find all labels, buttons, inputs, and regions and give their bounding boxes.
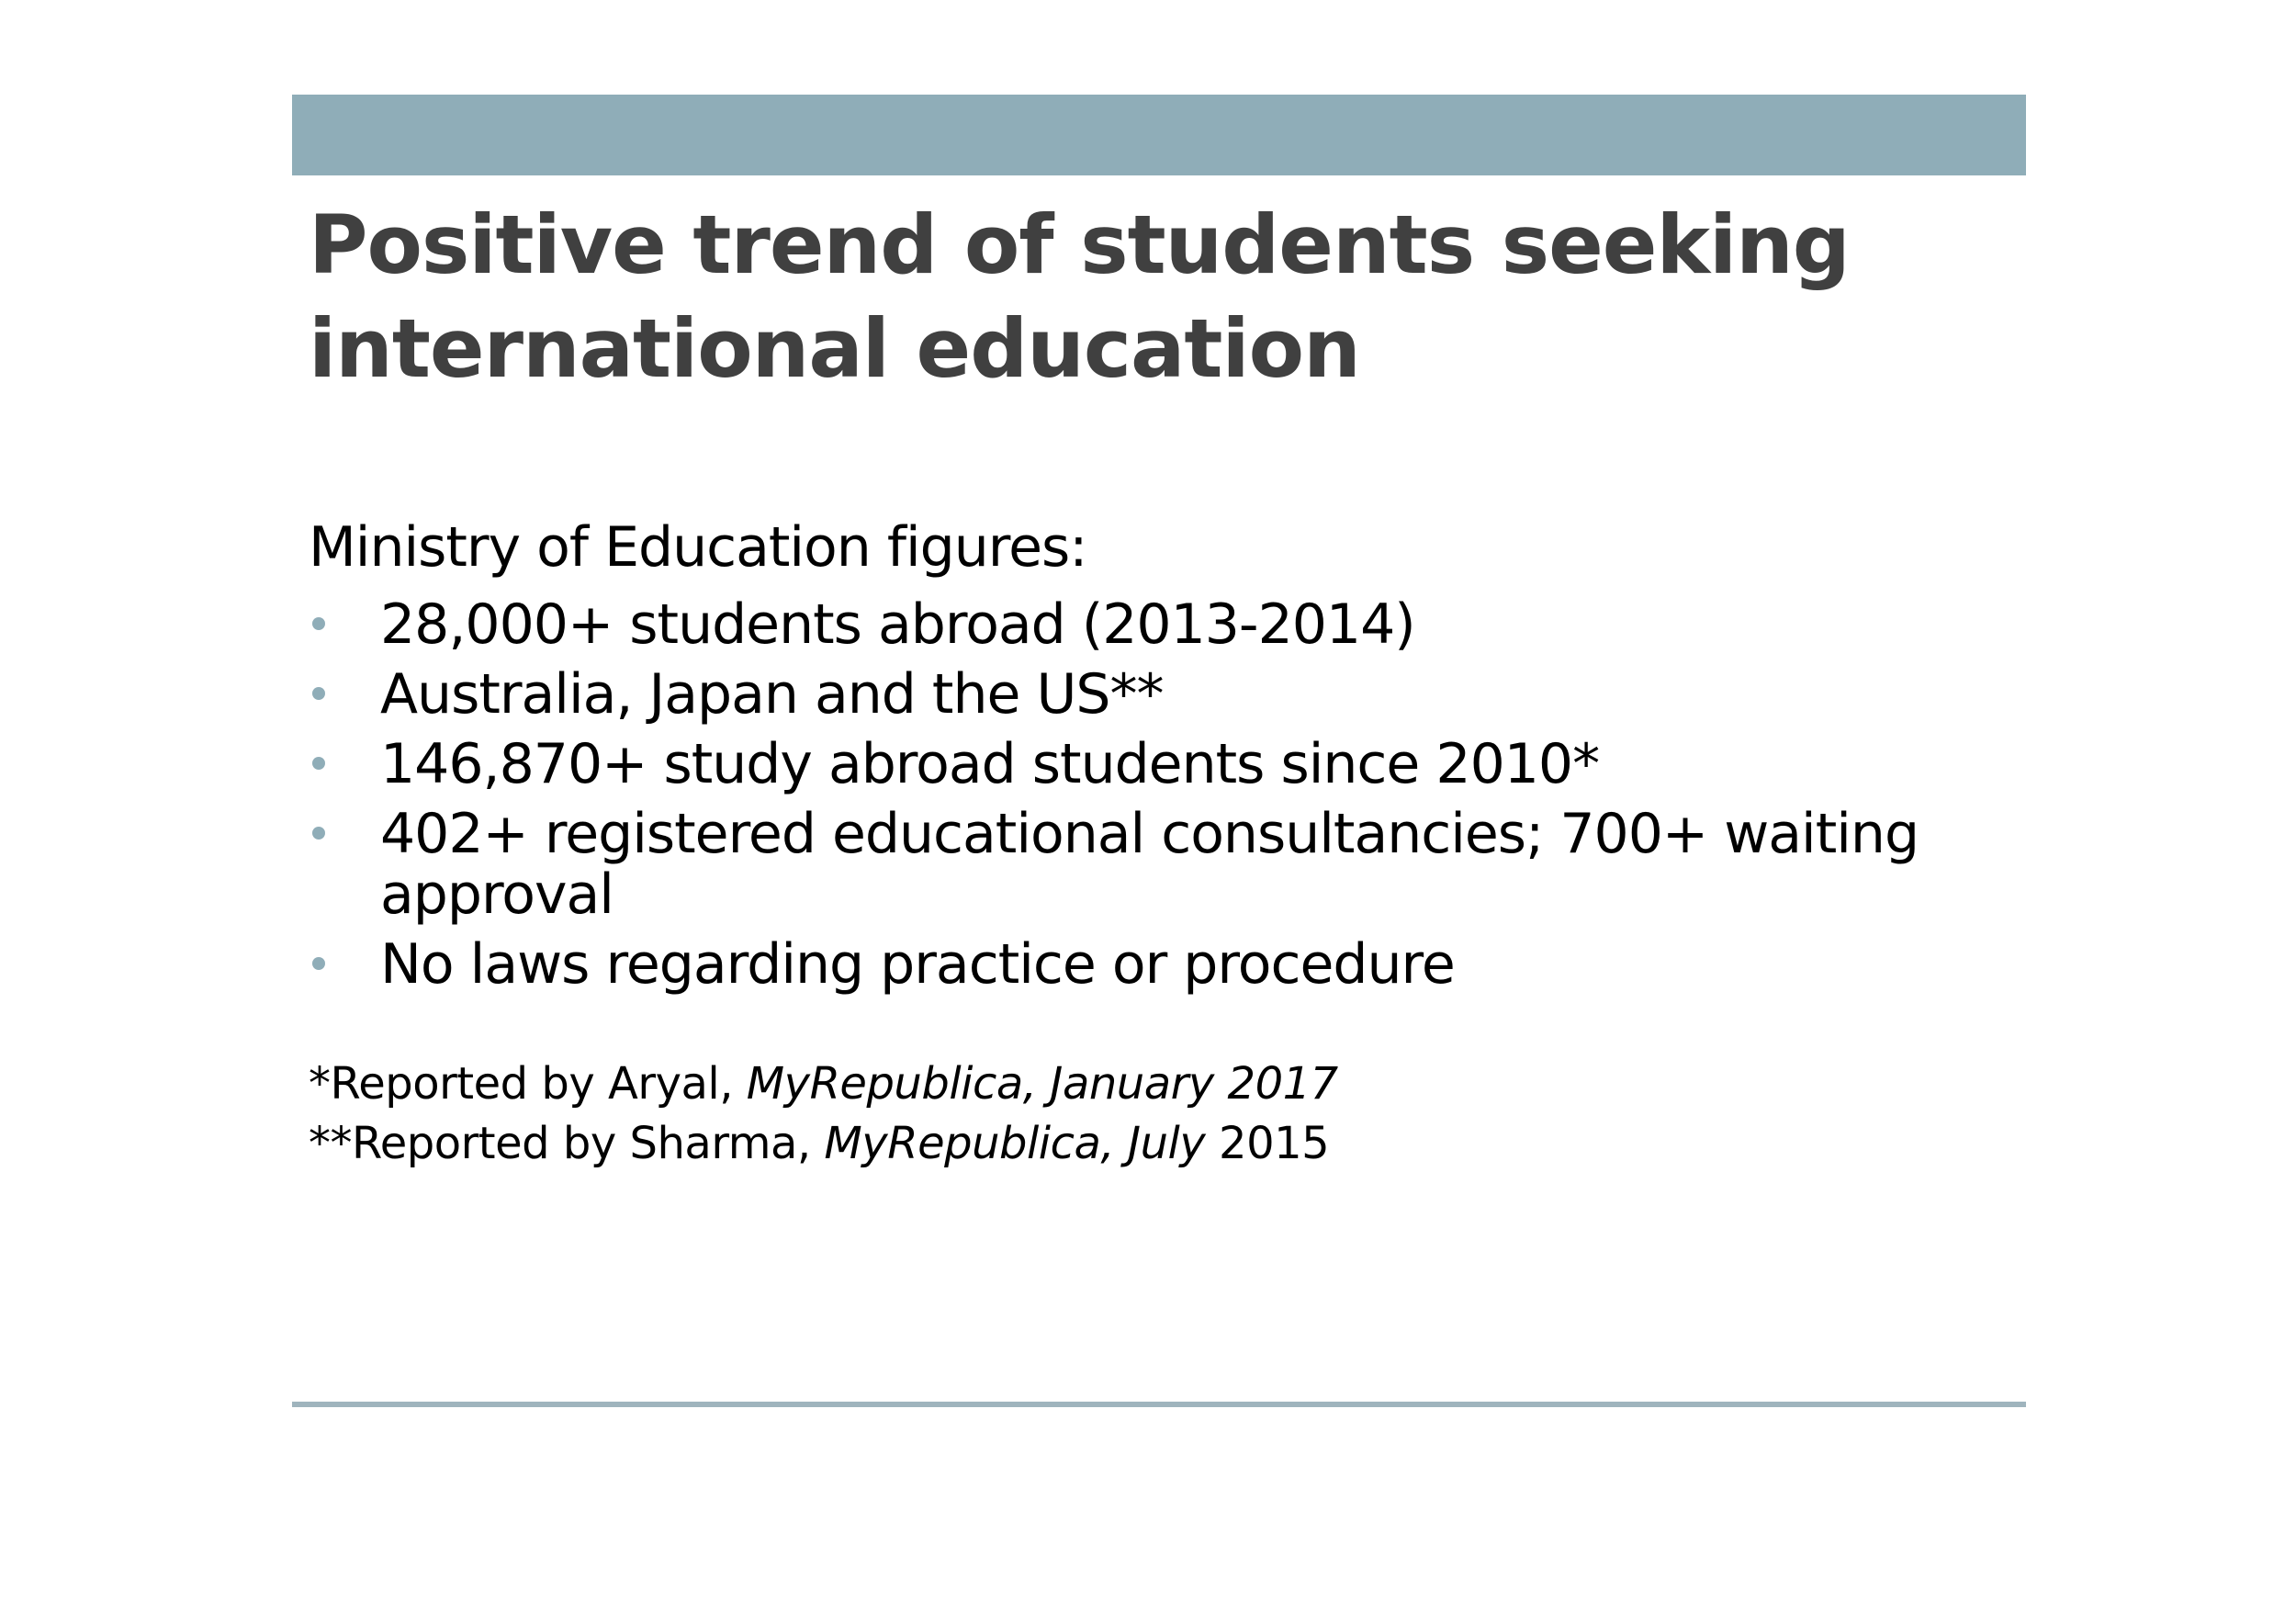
bullet-list: [309, 590, 2035, 999]
slide-content: [309, 505, 2035, 1174]
source-note-aryal: [309, 1054, 2035, 1114]
bullet-icon: [312, 757, 325, 770]
list-item: [309, 930, 2035, 999]
source-notes: [309, 1054, 2035, 1174]
bullet-text: 146,870+ study abroad students since 2010*: [380, 732, 1600, 796]
slide-title-line-1: Positive trend of students seeking: [309, 197, 1850, 292]
list-item: [309, 799, 2035, 930]
bullet-icon: [312, 957, 325, 970]
intro-text: Ministry of Education figures:: [309, 515, 1087, 580]
list-item: [309, 729, 2035, 799]
bullet-text: No laws regarding practice or procedure: [380, 932, 1455, 997]
footer-rule: [292, 1402, 2026, 1407]
bullet-text: 28,000+ students abroad (2013-2014): [380, 592, 1415, 657]
bullet-icon: [312, 687, 325, 700]
bullet-text: Australia, Japan and the US**: [380, 662, 1164, 727]
header-bar: [292, 95, 2026, 175]
bullet-icon: [312, 617, 325, 630]
bullet-icon: [312, 827, 325, 840]
bullet-text: 402+ registered educational consultancies; 700+ waiting approval: [380, 802, 1919, 927]
list-item: [309, 659, 2035, 729]
note-publication: MyRepublica, July: [824, 1118, 1206, 1169]
note-publication: MyRepublica, January 2017: [746, 1058, 1338, 1110]
note-suffix: 2015: [1205, 1118, 1330, 1169]
slide-title: [309, 193, 2017, 400]
list-item: [309, 590, 2035, 659]
note-prefix: **Reported by Sharma,: [309, 1118, 825, 1169]
slide-title-line-2: international education: [309, 301, 1360, 396]
source-note-sharma: [309, 1114, 2035, 1174]
note-prefix: *Reported by Aryal,: [309, 1058, 747, 1110]
